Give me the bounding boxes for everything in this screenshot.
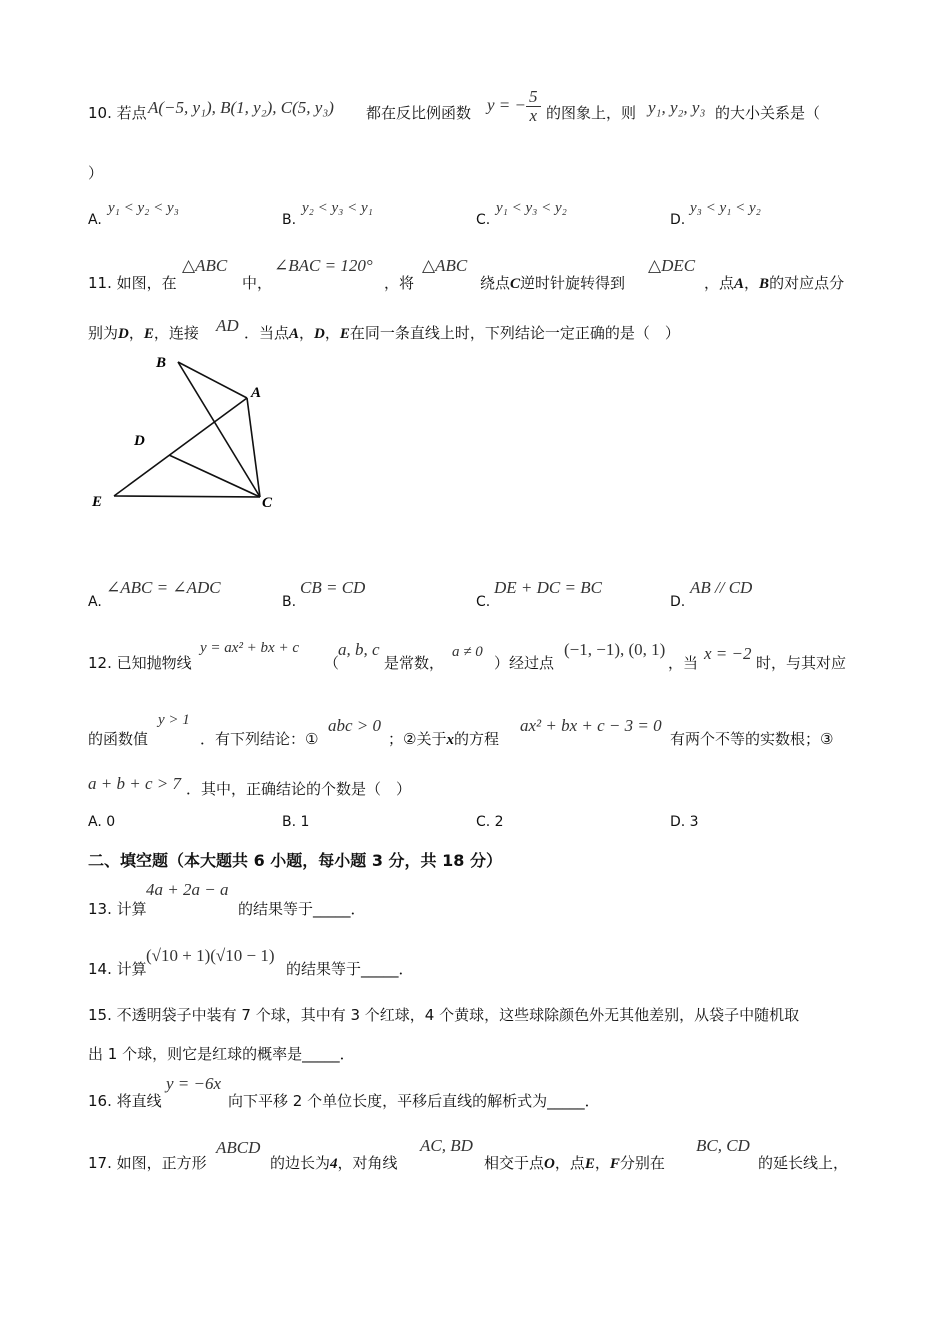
- q12-line-2c: [388, 728, 499, 749]
- q11-triangle-3: △DEC: [648, 256, 696, 275]
- q17-point-e: E: [584, 1156, 595, 1172]
- q11-point-c: C: [510, 276, 521, 292]
- q17-text-3: 相交于点: [484, 1154, 545, 1172]
- q17-text-6: 的延长线上，: [758, 1154, 849, 1172]
- q10-number: 10. 若点: [88, 104, 147, 122]
- q11-comma: ，: [299, 324, 315, 342]
- option-expr: y₂ < y₃ < y₁: [302, 200, 373, 216]
- q11-text-9: 在同一条直线上时，下列结论一定正确的是（ ）: [349, 324, 680, 342]
- option-label: D.: [670, 594, 686, 610]
- q11-text-6: 的对应点分: [769, 274, 845, 292]
- q17-text-4: ，点: [554, 1154, 585, 1172]
- q10-function-numerator: 5: [526, 88, 541, 107]
- q12-text-l2d: 的方程: [453, 730, 499, 748]
- q10-text-2: 的图象上，则: [546, 104, 637, 122]
- q11-text-2: ，将: [384, 274, 415, 292]
- option-expr: DE + DC = BC: [494, 578, 602, 597]
- option-label: B.: [282, 212, 297, 228]
- q12-variable-x: x: [446, 732, 454, 748]
- q14-number: 14. 计算: [88, 960, 147, 978]
- q17-diagonals: AC, BD: [420, 1136, 473, 1155]
- q12-line-2e: 有两个不等的实数根；③: [670, 730, 834, 748]
- q11-text-8: ．当点: [244, 324, 290, 342]
- q15-line-1: 15. 不透明袋子中装有 7 个球，其中有 3 个红球，4 个黄球，这些球除颜色外无其他差别，从袋子中随机取: [88, 1006, 800, 1024]
- q11-text-1: 中，: [242, 274, 273, 292]
- q11-number: 11. 如图，在: [88, 274, 177, 292]
- q12-points: (−1, −1), (0, 1): [564, 640, 666, 659]
- figure-label-d: D: [134, 433, 145, 449]
- option-label: D. 3: [670, 814, 699, 830]
- q12-conclusion-3: a + b + c > 7: [88, 774, 181, 793]
- q11-point-a: A: [289, 326, 300, 342]
- q12-text-2: ）经过点: [494, 654, 555, 672]
- q17-sides: BC, CD: [696, 1136, 750, 1155]
- q11-comma: ，: [744, 274, 760, 292]
- q11-text-5: ，点: [704, 274, 735, 292]
- q10-text-1: 都在反比例函数: [366, 104, 472, 122]
- q17-line-1b: [270, 1152, 398, 1173]
- q17-side-length: 4: [330, 1156, 338, 1172]
- q11-point-e: E: [339, 326, 350, 342]
- q11-point-e: E: [143, 326, 154, 342]
- q12-paren: （: [324, 654, 340, 672]
- q11-point-d: D: [118, 326, 129, 342]
- q12-condition: a ≠ 0: [452, 644, 483, 660]
- option-expr: y₁ < y₃ < y₂: [496, 200, 567, 216]
- q11-point-a: A: [734, 276, 745, 292]
- q13-number: 13. 计算: [88, 900, 147, 918]
- q17-point-o: O: [544, 1156, 555, 1172]
- q11-triangle-2: △ABC: [422, 256, 468, 275]
- q11-comma: ，: [128, 324, 144, 342]
- q17-point-f: F: [609, 1156, 620, 1172]
- figure-label-e: E: [92, 494, 103, 510]
- option-label: A.: [88, 212, 102, 228]
- q12-text-1: 是常数，: [384, 654, 445, 672]
- q11-comma: ，: [324, 324, 340, 342]
- q17-text-5: 分别在: [619, 1154, 665, 1172]
- q16-number: 16. 将直线: [88, 1092, 162, 1110]
- q15-line-2: 出 1 个球，则它是红球的概率是_____．: [88, 1045, 355, 1063]
- q12-text-4: 时，与其对应: [756, 654, 847, 672]
- option-label: A.: [88, 594, 102, 610]
- q10-points: A(−5, y₁), B(1, y₂), C(5, y₃): [148, 98, 334, 117]
- figure-label-b: B: [156, 355, 167, 371]
- option-label: B.: [282, 594, 297, 610]
- q10-text-3: 的大小关系是（: [715, 104, 821, 122]
- q12-number: 12. 已知抛物线: [88, 654, 192, 672]
- q11-line-2b: [244, 322, 680, 343]
- q10-function-denominator: x: [529, 106, 538, 125]
- q11-text-l2a: 别为: [88, 324, 119, 342]
- q12-line-2a: 的函数值: [88, 730, 149, 748]
- q11-triangle-1: △ABC: [182, 256, 228, 275]
- q12-abc: a, b, c: [338, 640, 380, 659]
- option-label: B. 1: [282, 814, 310, 830]
- option-expr: AB // CD: [690, 578, 753, 597]
- figure-label-c: C: [262, 495, 273, 511]
- q12-function: y = ax² + bx + c: [200, 640, 299, 656]
- q11-line-1c: [704, 272, 844, 293]
- q14-expression: (√10 + 1)(√10 − 1): [146, 946, 275, 965]
- q12-x-value: x = −2: [704, 644, 752, 663]
- q16-expression: y = −6x: [166, 1074, 222, 1093]
- q17-text-1: 的边长为: [270, 1154, 331, 1172]
- q11-text-4: 逆时针旋转得到: [520, 274, 626, 292]
- option-label: C. 2: [476, 814, 504, 830]
- option-label: C.: [476, 212, 491, 228]
- q17-comma: ，: [594, 1154, 610, 1172]
- q16-tail: 向下平移 2 个单位长度，平移后直线的解析式为_____．: [228, 1092, 600, 1110]
- q11-angle: ∠BAC = 120°: [274, 256, 373, 275]
- q17-square: ABCD: [216, 1138, 261, 1157]
- q11-point-b: B: [759, 276, 770, 292]
- q11-point-d: D: [314, 326, 325, 342]
- q12-text-l2c: ；②关于: [388, 730, 447, 748]
- option-expr: CB = CD: [300, 578, 366, 597]
- q11-line-1b: [480, 272, 625, 293]
- option-label: D.: [670, 212, 686, 228]
- section-2-heading: 二、填空题（本大题共 6 小题，每小题 3 分，共 18 分）: [88, 851, 502, 870]
- q17-number: 17. 如图，正方形: [88, 1154, 207, 1172]
- q11-line-2a: [88, 322, 199, 343]
- q11-text-3: 绕点: [480, 274, 511, 292]
- q12-conclusion-1: abc > 0: [328, 716, 382, 735]
- option-label: C.: [476, 594, 491, 610]
- q13-expression: 4a + 2a − a: [146, 880, 229, 899]
- q10-ys: y₁, y₂, y₃: [648, 98, 706, 117]
- q12-equation: ax² + bx + c − 3 = 0: [520, 716, 662, 735]
- q10-function: [487, 88, 541, 125]
- q10-function-lhs: y = −: [487, 95, 526, 115]
- q11-text-7: ，连接: [153, 324, 199, 342]
- q17-line-1c: [484, 1152, 665, 1173]
- q11-segment: AD: [216, 316, 239, 335]
- q12-text-3: ，当: [668, 654, 699, 672]
- q10-close-paren: ）: [88, 164, 104, 182]
- q13-tail: 的结果等于_____．: [238, 900, 366, 918]
- q12-y-condition: y > 1: [158, 712, 190, 728]
- q12-line-3: ．其中，正确结论的个数是（ ）: [186, 780, 412, 798]
- option-expr: y₁ < y₂ < y₃: [108, 200, 179, 216]
- option-label: A. 0: [88, 814, 116, 830]
- q14-tail: 的结果等于_____．: [286, 960, 414, 978]
- figure-label-a: A: [251, 385, 262, 401]
- option-expr: ∠ABC = ∠ADC: [106, 578, 221, 597]
- q12-line-2b: ．有下列结论：①: [200, 730, 319, 748]
- q17-text-2: ，对角线: [337, 1154, 398, 1172]
- option-expr: y₃ < y₁ < y₂: [690, 200, 761, 216]
- q11-geometry-figure: [80, 345, 300, 520]
